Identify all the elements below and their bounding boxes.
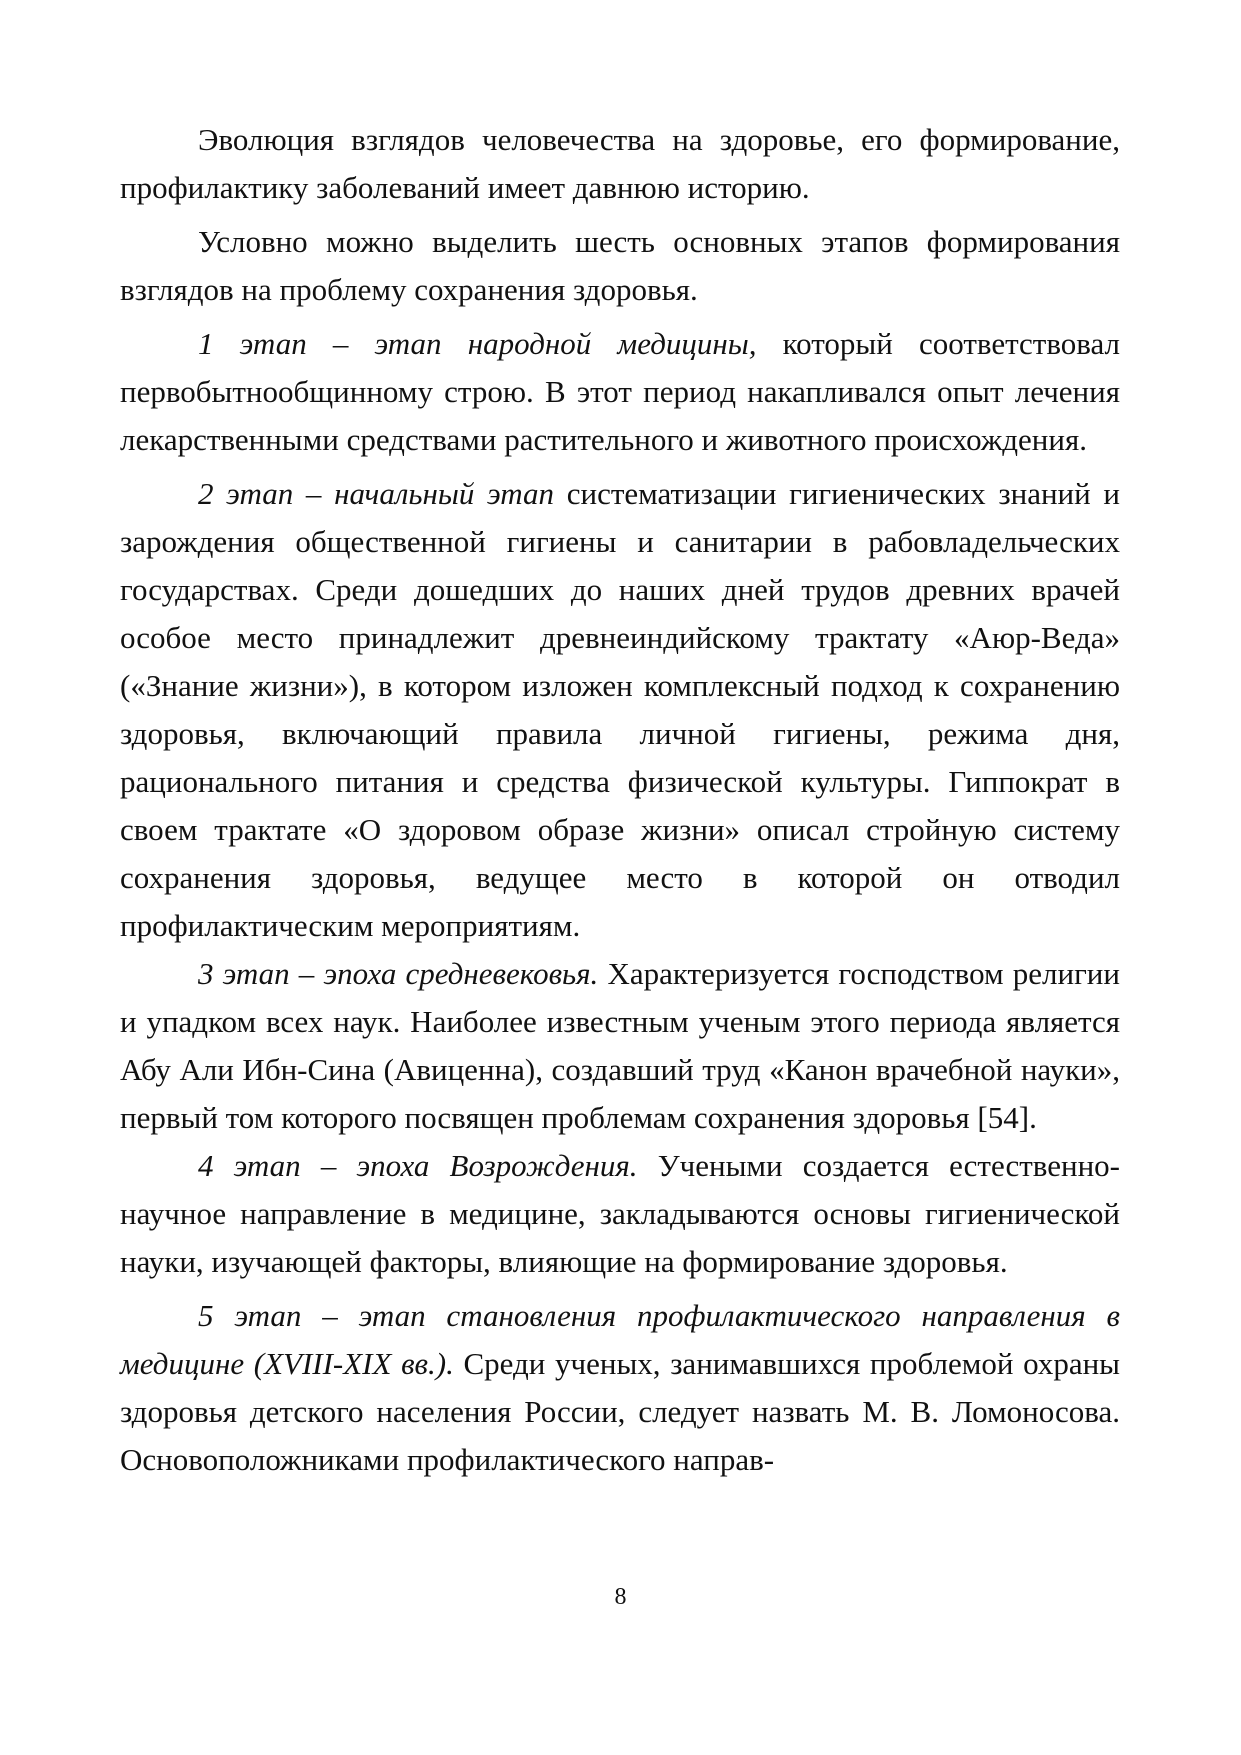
page-body	[120, 116, 1120, 1484]
paragraph-text: Условно можно выделить шесть основных этапов формирования взглядов на проблему сохранения здоровья.	[120, 224, 1120, 307]
paragraph-text: систематизации гигиенических знаний и зарождения общественной гигиены и санитарии в рабовладельческих государствах. Среди дошедших до наших дней трудов древних врачей особое место принадлежит древнеиндийскому трактату «Аюр-Веда» («Знание жизни»), в котором изложен комплексный подход к сохранению здоровья, включающий правила личной гигиены, режима дня, рационального питания и средства физической культуры. Гиппократ в своем трактате «О здоровом образе жизни» описал стройную систему сохранения здоровья, ведущее место в которой он отводил профилактическим мероприятиям.	[120, 476, 1120, 943]
paragraph-stage-2	[120, 470, 1120, 950]
paragraph-text: Учеными создается естественнонаучное направление в медицине, закладываются основы гигиенической науки, изучающей факторы, влияющие на формирование здоровья.	[120, 1148, 1120, 1279]
paragraph-stage-3	[120, 950, 1120, 1142]
paragraph-text: Среди ученых, занимавшихся проблемой охраны здоровья детского населения России, следует назвать М. В. Ломоносова. Основоположниками профилактического направ-	[120, 1346, 1120, 1477]
paragraph-text: Характеризуется господством религии и упадком всех наук. Наиболее известным ученым этого периода является Абу Али Ибн-Сина (Авиценна), создавший труд «Канон врачебной науки», первый том которого посвящен проблемам сохранения здоровья [54].	[120, 956, 1120, 1135]
stage-heading: 1 этап – этап народной медицины,	[198, 326, 757, 361]
paragraph-stage-4	[120, 1142, 1120, 1286]
paragraph-intro	[120, 116, 1120, 212]
stage-heading: 5 этап – этап становления профилактического направления в медицине (XVIII-XIX вв.).	[120, 1298, 1120, 1381]
stage-heading: 4 этап – эпоха Возрождения.	[198, 1148, 638, 1183]
paragraph-stage-5	[120, 1292, 1120, 1484]
paragraph-text: который соответствовал первобытнообщинному строю. В этот период накапливался опыт лечения лекарственными средствами растительного и животного происхождения.	[120, 326, 1120, 457]
stage-heading: 3 этап – эпоха средневековья.	[198, 956, 599, 991]
stage-heading: 2 этап – начальный этап	[198, 476, 555, 511]
paragraph-stages-overview	[120, 218, 1120, 314]
page-number: 8	[614, 1584, 627, 1610]
paragraph-stage-1	[120, 320, 1120, 464]
paragraph-text: Эволюция взглядов человечества на здоровье, его формирование, профилактику заболеваний имеет давнюю историю.	[120, 122, 1120, 205]
